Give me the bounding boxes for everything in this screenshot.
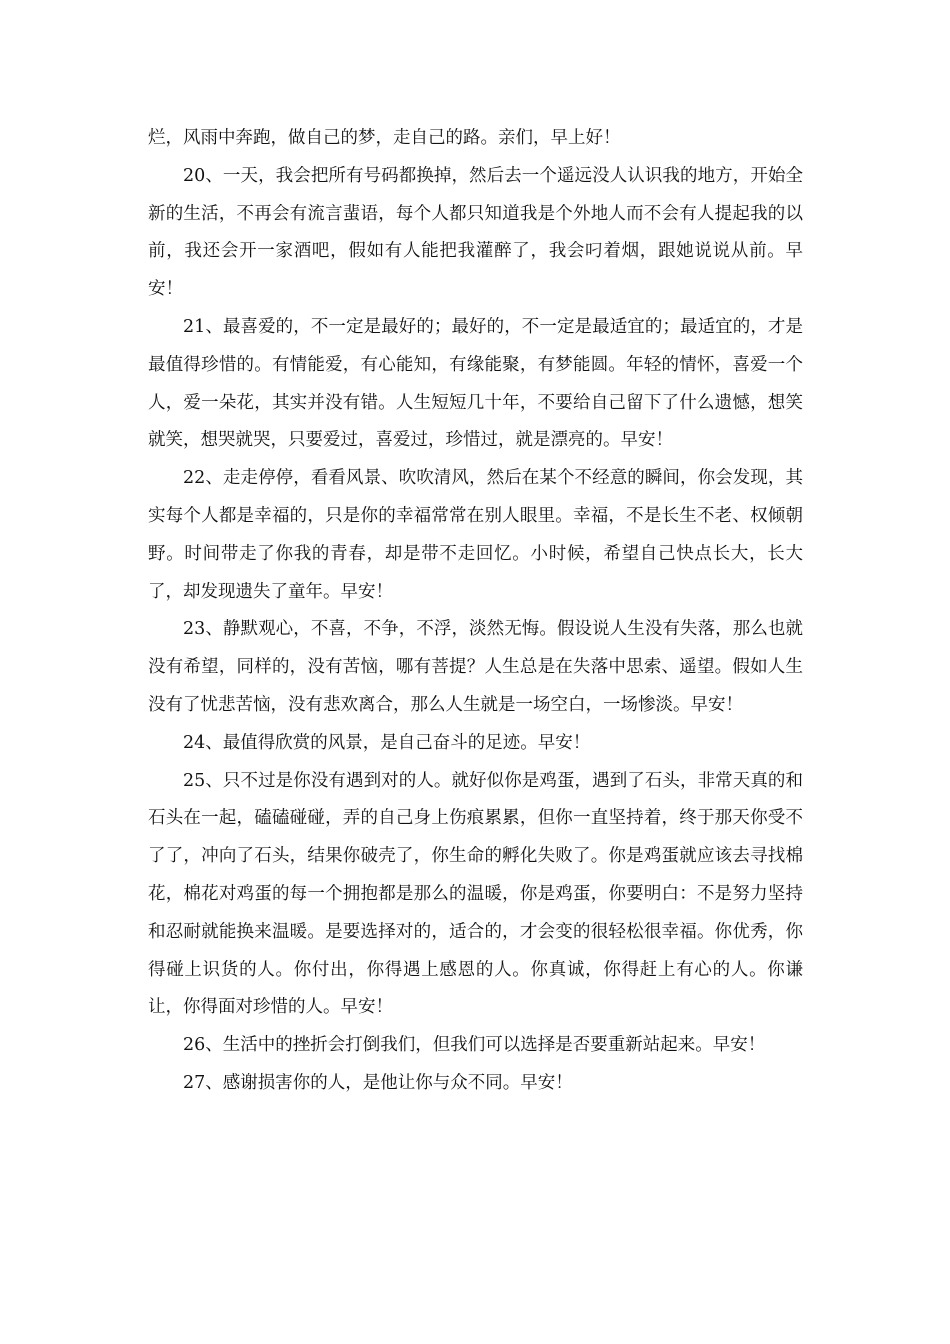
paragraph-21: 21、最喜爱的，不一定是最好的；最好的，不一定是最适宜的；最适宜的，才是最值得珍惜的。有情能爱，有心能知，有缘能聚，有梦能圆。年轻的情怀，喜爱一个人，爱一朵花，其实并没有错。人生短短几十年，不要给自己留下了什么遗憾，想笑就笑，想哭就哭，只要爱过，喜爱过，珍惜过，就是漂亮的。早安！ [148, 316, 803, 451]
paragraph-25: 25、只不过是你没有遇到对的人。就好似你是鸡蛋，遇到了石头，非常天真的和石头在一起，磕磕碰碰，弄的自己身上伤痕累累，但你一直坚持着，终于那天你受不了了，冲向了石头，结果你破壳了，你生命的孵化失败了。你是鸡蛋就应该去寻找棉花，棉花对鸡蛋的每一个拥抱都是那么的温暖，你是鸡蛋，你要明白：不是努力坚持和忍耐就能换来温暖。是要选择对的，适合的，才会变的很轻松很幸福。你优秀，你得碰上识货的人。你付出，你得遇上感恩的人。你真诚，你得赶上有心的人。你谦让，你得面对珍惜的人。早安！ [148, 770, 803, 1018]
paragraph-23: 23、静默观心，不喜，不争，不浮，淡然无悔。假设说人生没有失落，那么也就没有希望，同样的，没有苦恼，哪有菩提？人生总是在失落中思索、遥望。假如人生没有了忧悲苦恼，没有悲欢离合，那么人生就是一场空白，一场惨淡。早安！ [148, 619, 803, 715]
paragraph-27: 27、感谢损害你的人，是他让你与众不同。早安！ [183, 1072, 573, 1093]
paragraph-22: 22、走走停停，看看风景、吹吹清风，然后在某个不经意的瞬间，你会发现，其实每个人都是幸福的，只是你的幸福常常在别人眼里。幸福，不是长生不老、权倾朝野。时间带走了你我的青春，却是带不走回忆。小时候，希望自己快点长大，长大了，却发现遗失了童年。早安！ [148, 468, 803, 602]
paragraph-26: 26、生活中的挫折会打倒我们，但我们可以选择是否要重新站起来。早安！ [183, 1035, 766, 1056]
paragraph-continuation: 烂，风雨中奔跑，做自己的梦，走自己的路。亲们，早上好！ [148, 128, 621, 148]
paragraph-20: 20、一天，我会把所有号码都换掉，然后去一个遥远没人认识我的地方，开始全新的生活，不再会有流言蜚语，每个人都只知道我是个外地人而不会有人提起我的以前，我还会开一家酒吧，假如有人能把我灌醉了，我会叼着烟，跟她说说从前。早安！ [148, 165, 803, 300]
paragraph-24: 24、最值得欣赏的风景，是自己奋斗的足迹。早安！ [183, 732, 591, 753]
document-page [148, 120, 803, 1103]
